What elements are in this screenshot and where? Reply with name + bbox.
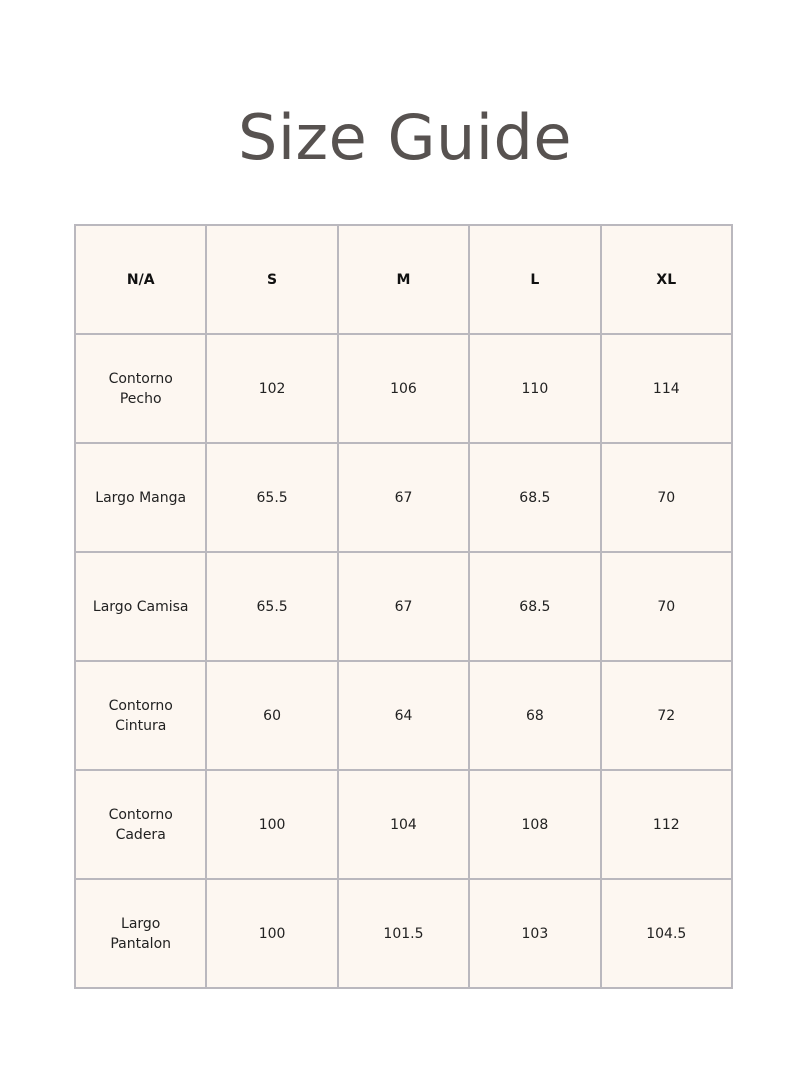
value-cell-s: 65.5	[206, 552, 337, 661]
row-label-cell: Largo Manga	[75, 443, 206, 552]
table-row-contorno-cadera	[75, 770, 732, 879]
value-cell-s: 60	[206, 661, 337, 770]
value-cell-m: 104	[338, 770, 469, 879]
header-cell-xl: XL	[601, 225, 732, 334]
value-cell-m: 67	[338, 443, 469, 552]
value-cell-s: 102	[206, 334, 337, 443]
value-cell-m: 101.5	[338, 879, 469, 988]
table-row-largo-pantalon	[75, 879, 732, 988]
value-cell-xl: 112	[601, 770, 732, 879]
value-cell-xl: 70	[601, 552, 732, 661]
header-cell-l: L	[469, 225, 600, 334]
row-label-cell: Contorno Cadera	[75, 770, 206, 879]
table-row-largo-manga	[75, 443, 732, 552]
value-cell-l: 68	[469, 661, 600, 770]
row-label-cell: Largo Camisa	[75, 552, 206, 661]
value-cell-l: 110	[469, 334, 600, 443]
row-label-cell: Contorno Cintura	[75, 661, 206, 770]
value-cell-xl: 72	[601, 661, 732, 770]
header-cell-s: S	[206, 225, 337, 334]
table-row-largo-camisa	[75, 552, 732, 661]
header-cell-m: M	[338, 225, 469, 334]
value-cell-s: 100	[206, 879, 337, 988]
size-guide-table	[74, 224, 733, 989]
table-row-contorno-pecho	[75, 334, 732, 443]
value-cell-l: 68.5	[469, 443, 600, 552]
value-cell-l: 108	[469, 770, 600, 879]
value-cell-xl: 114	[601, 334, 732, 443]
row-label-cell: Largo Pantalon	[75, 879, 206, 988]
value-cell-xl: 70	[601, 443, 732, 552]
value-cell-m: 106	[338, 334, 469, 443]
header-cell-measurement: N/A	[75, 225, 206, 334]
table-header-row	[75, 225, 732, 334]
value-cell-s: 100	[206, 770, 337, 879]
value-cell-l: 103	[469, 879, 600, 988]
value-cell-l: 68.5	[469, 552, 600, 661]
row-label-cell: Contorno Pecho	[75, 334, 206, 443]
table-row-contorno-cintura	[75, 661, 732, 770]
value-cell-xl: 104.5	[601, 879, 732, 988]
value-cell-s: 65.5	[206, 443, 337, 552]
page-title: Size Guide	[237, 101, 573, 174]
value-cell-m: 67	[338, 552, 469, 661]
value-cell-m: 64	[338, 661, 469, 770]
